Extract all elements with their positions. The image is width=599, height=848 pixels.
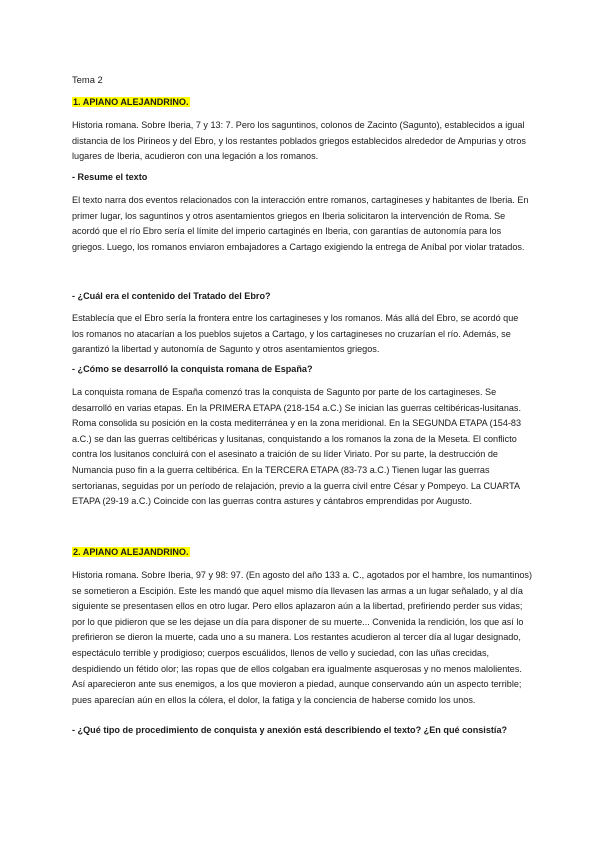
section1-answer-1: El texto narra dos eventos relacionados con la interacción entre romanos, cartagineses y habitantes de Iberia. En primer lugar, los saguntinos y otros asentamientos griegos en Iberia solicitaron la intervención de Roma. Se acordó que el río Ebro sería el límite del imperio cartaginés en Iberia, con garantías de autonomía para los griegos. Luego, los romanos enviaron embajadores a Cartago exigiendo la entrega de Aníbal por violar tratados. — [72, 195, 529, 252]
section1-heading: 1. APIANO ALEJANDRINO. — [73, 97, 189, 107]
section1-question-3: - ¿Cómo se desarrolló la conquista romana de España? — [72, 364, 313, 374]
section1-heading-line — [72, 95, 532, 111]
section2-heading-line — [72, 545, 532, 561]
section2-source: Historia romana. Sobre Iberia, 97 y 98: 97. (En agosto del año 133 a. C., agotados por el hambre, los numantinos) se sometieron a Escipión. Este les mandó que aquel mismo día llevasen las armas a un lugar señalado, y al día siguiente se presentasen ellos en otro lugar. Pero ellos aplazaron aún a la libertad, prefiriendo perder sus vidas; por lo que pidieron que se les dejase un día para disponer de su muerte... Convenida la rendición, los que así lo prefirieron se dieron la muerte, cada uno a su manera. Los restantes acudieron al tercer día al lugar designado, espectáculo terrible y prodigioso; cuerpos escuálidos, llenos de vello y suciedad, con las uñas crecidas, despidiendo un fétido olor; las ropas que de ellos colgaban era igualmente asquerosas y no menos malolientes. Así aparecieron ante sus enemigos, a los que movieron a piedad, aunque conservando aún un aspecto terrible; pues aparecían aún en ellos la cólera, el dolor, la fatiga y la conciencia de haberse comido los unos. — [72, 570, 533, 705]
section2-question-1: - ¿Qué tipo de procedimiento de conquista y anexión está describiendo el texto? ¿En qué consistía? — [72, 725, 508, 735]
tema-label: Tema 2 — [72, 74, 103, 85]
section1-question-1: - Resume el texto — [72, 172, 148, 182]
section1-answer-3: La conquista romana de España comenzó tras la conquista de Sagunto por parte de los cartagineses. Se desarrolló en varias etapas. En la PRIMERA ETAPA (218-154 a.C.) Se inician las guerras celtibéricas-lusitanas. Roma consolida su posición en la costa mediterránea y en la zona meridional. En la SEGUNDA ETAPA (154-83 a.C.) se dan las guerras celtibéricas y lusitanas, conquistando a los romanos la zona de la Meseta. El conflicto contra los lusitanos concluirá con el asesinato a traición de su líder Viriato. Por su parte, la destrucción de Numancia puso fin a la guerra celtibérica. En la TERCERA ETAPA (83-73 a.C.) Tienen lugar las guerras sertorianas, seguidas por un período de relajación, previo a la guerra civil entre César y Pompeyo. La CUARTA ETAPA (29-19 a.C.) Coincide con las guerras contra astures y cántabros emprendidas por Augusto. — [72, 387, 522, 507]
section2-heading: 2. APIANO ALEJANDRINO. — [73, 547, 189, 557]
section1-source: Historia romana. Sobre Iberia, 7 y 13: 7. Pero los saguntinos, colonos de Zacinto (Sagunto), establecidos a igual distancia de los Pirineos y del Ebro, y los restantes poblados griegos establecidos alrededor de Ampurias y otros lugares de Iberia, acudieron con una legación a los romanos. — [72, 120, 526, 162]
section1-question-2: - ¿Cuál era el contenido del Tratado del Ebro? — [72, 291, 271, 301]
section1-answer-2: Establecía que el Ebro sería la frontera entre los cartagineses y los romanos. Más allá del Ebro, se acordó que los romanos no atacarían a los pueblos sujetos a Cartago, y los cartagineses no cruzarían el río. Además, se garantizó la libertad y autonomía de Sagunto y otros asentamientos griegos. — [72, 313, 519, 355]
